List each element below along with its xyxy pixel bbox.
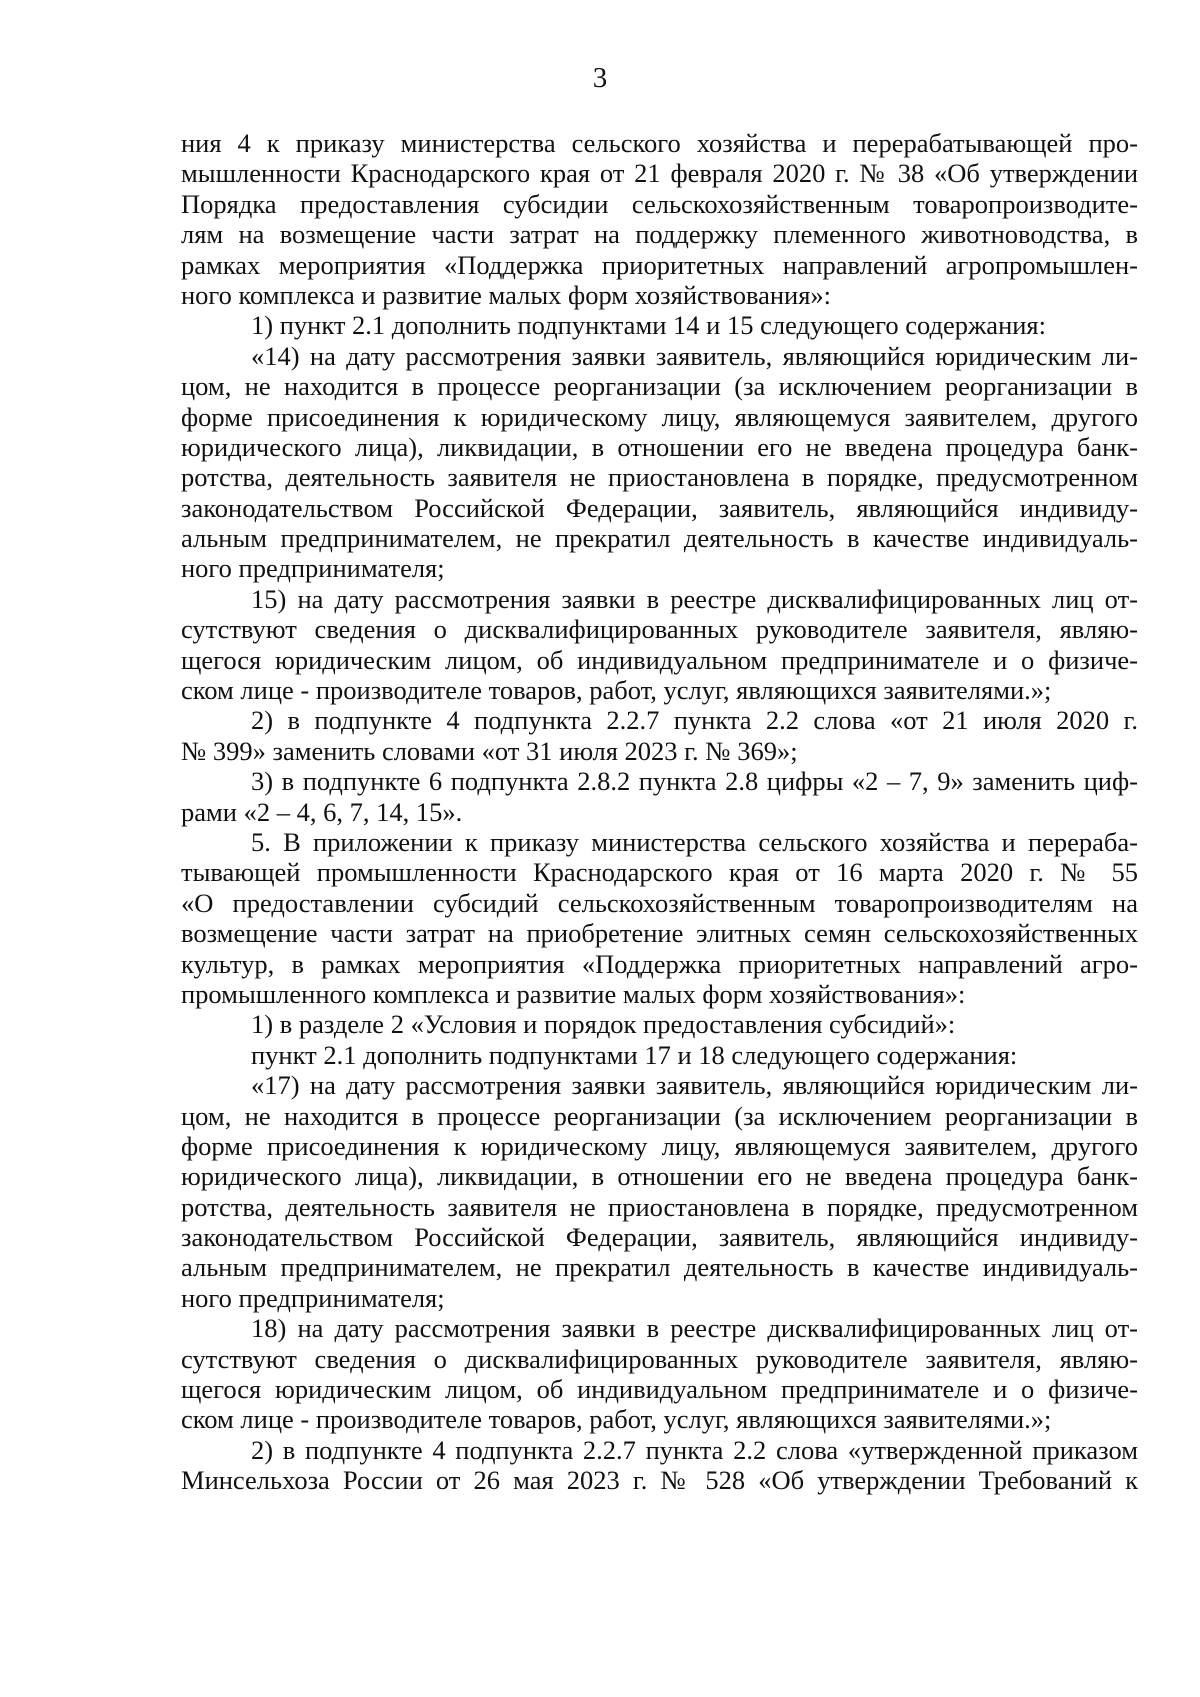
page-number: 3	[592, 62, 608, 94]
text-line: лям на возмещение части затрат на поддержку племенного животноводства, в	[181, 219, 1138, 250]
text-line: юридического лица), ликвидации, в отношении его не введена процедура банк-	[181, 1161, 1138, 1192]
text-line: ском лице - производителе товаров, работ, услуг, являющихся заявителями.»;	[181, 675, 1052, 706]
text-line: альным предпринимателем, не прекратил деятельность в качестве индивидуаль-	[181, 523, 1138, 554]
text-line: тывающей промышленности Краснодарского края от 16 марта 2020 г. № 55	[181, 857, 1138, 888]
text-line: 1) пункт 2.1 дополнить подпунктами 14 и 15 следующего содержания:	[251, 310, 1046, 341]
text-line: законодательством Российской Федерации, заявитель, являющийся индивиду-	[181, 1222, 1138, 1253]
text-line: мышленности Краснодарского края от 21 февраля 2020 г. № 38 «Об утверждении	[181, 158, 1138, 189]
text-line: щегося юридическим лицом, об индивидуальном предпринимателе и о физиче-	[181, 1374, 1138, 1405]
text-line: сутствуют сведения о дисквалифицированных руководителе заявителя, являю-	[181, 1343, 1138, 1374]
text-line: ния 4 к приказу министерства сельского хозяйства и перерабатывающей про-	[181, 128, 1138, 158]
text-line: щегося юридическим лицом, об индивидуальном предпринимателе и о физиче-	[181, 644, 1138, 675]
text-line: цом, не находится в процессе реорганизации (за исключением реорганизации в	[181, 371, 1138, 402]
text-line: «17) на дату рассмотрения заявки заявитель, являющийся юридическим ли-	[251, 1070, 1138, 1101]
text-line: форме присоединения к юридическому лицу, являющемуся заявителем, другого	[181, 1130, 1138, 1161]
text-line: 2) в подпункте 4 подпункта 2.2.7 пункта 2.2 слова «от 21 июля 2020 г.	[251, 705, 1138, 736]
text-line: Порядка предоставления субсидии сельскохозяйственным товаропроизводите-	[181, 188, 1138, 219]
text-line: 3) в подпункте 6 подпункта 2.8.2 пункта 2.8 цифры «2 – 7, 9» заменить циф-	[251, 766, 1138, 797]
text-line: форме присоединения к юридическому лицу, являющемуся заявителем, другого	[181, 401, 1138, 432]
text-line: рамках мероприятия «Поддержка приоритетных направлений агропромышлен-	[181, 249, 1138, 280]
text-line: «О предоставлении субсидий сельскохозяйственным товаропроизводителям на	[181, 887, 1138, 918]
text-line: промышленного комплекса и развитие малых форм хозяйствования»:	[181, 978, 966, 1009]
text-line: рами «2 – 4, 6, 7, 14, 15».	[181, 796, 463, 827]
text-line: ротства, деятельность заявителя не приостановлена в порядке, предусмотренном	[181, 1191, 1138, 1222]
text-line: «14) на дату рассмотрения заявки заявитель, являющийся юридическим ли-	[251, 340, 1138, 371]
text-line: сутствуют сведения о дисквалифицированных руководителе заявителя, являю-	[181, 614, 1138, 645]
text-line: 15) на дату рассмотрения заявки в реестре дисквалифицированных лиц от-	[251, 583, 1138, 614]
text-line: пункт 2.1 дополнить подпунктами 17 и 18 следующего содержания:	[251, 1039, 1018, 1070]
text-line: культур, в рамках мероприятия «Поддержка приоритетных направлений агро-	[181, 948, 1138, 979]
text-line: возмещение части затрат на приобретение элитных семян сельскохозяйственных	[181, 918, 1138, 949]
text-line: 2) в подпункте 4 подпункта 2.2.7 пункта 2.2 слова «утвержденной приказом	[251, 1434, 1138, 1465]
text-line: законодательством Российской Федерации, заявитель, являющийся индивиду-	[181, 492, 1138, 523]
text-line: ного комплекса и развитие малых форм хозяйствования»:	[181, 279, 832, 310]
text-line: юридического лица), ликвидации, в отношении его не введена процедура банк-	[181, 431, 1138, 462]
text-line: 1) в разделе 2 «Условия и порядок предоставления субсидий»:	[251, 1009, 956, 1040]
text-line: ском лице - производителе товаров, работ, услуг, являющихся заявителями.»;	[181, 1404, 1052, 1435]
text-line: № 399» заменить словами «от 31 июля 2023 г. № 369»;	[181, 735, 798, 766]
text-line: 5. В приложении к приказу министерства сельского хозяйства и перераба-	[251, 826, 1138, 857]
text-line: цом, не находится в процессе реорганизации (за исключением реорганизации в	[181, 1100, 1138, 1131]
text-line: ного предпринимателя;	[181, 553, 445, 584]
text-line: ного предпринимателя;	[181, 1282, 445, 1313]
text-line: 18) на дату рассмотрения заявки в реестре дисквалифицированных лиц от-	[251, 1313, 1138, 1344]
text-line: Минсельхоза России от 26 мая 2023 г. № 528 «Об утверждении Требований к	[181, 1465, 1138, 1496]
text-line: ротства, деятельность заявителя не приостановлена в порядке, предусмотренном	[181, 462, 1138, 493]
text-line: альным предпринимателем, не прекратил деятельность в качестве индивидуаль-	[181, 1252, 1138, 1283]
document-body	[181, 128, 1138, 1496]
